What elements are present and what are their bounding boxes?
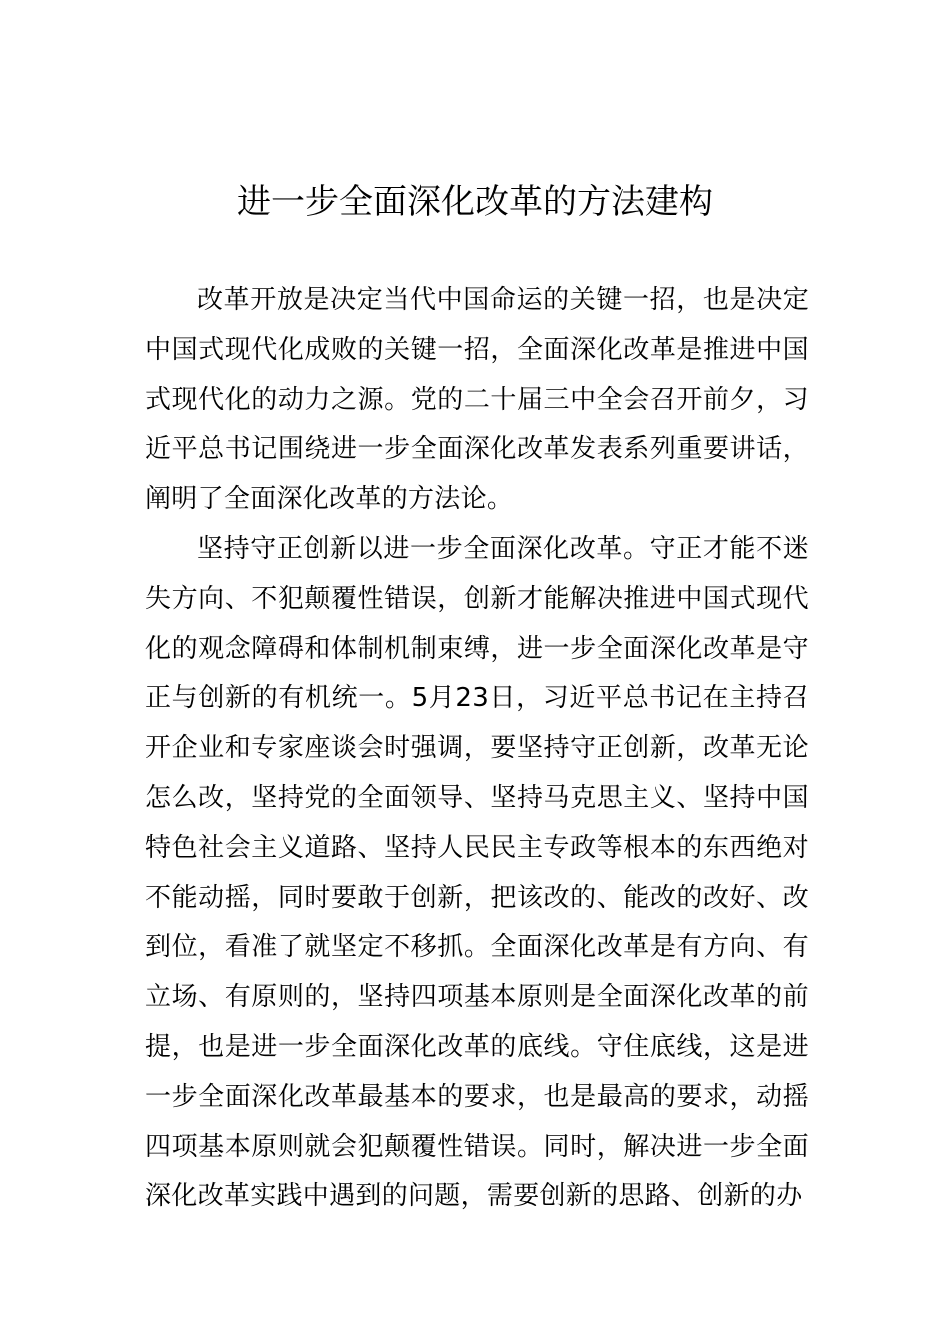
paragraph-intro: 改革开放是决定当代中国命运的关键一招，也是决定中国式现代化成败的关键一招，全面深化改革是推进中国式现代化的动力之源。党的二十届三中全会召开前夕，习近平总书记围绕进一步全面深化改革发表系列重要讲话，阐明了全面深化改革的方法论。: [145, 285, 809, 515]
paragraph-upholding-innovation: 坚持守正创新以进一步全面深化改革。守正才能不迷失方向、不犯颠覆性错误，创新才能解决推进中国式现代化的观念障碍和体制机制束缚，进一步全面深化改革是守正与创新的有机统一。5月23日，习近平总书记在主持召开企业和专家座谈会时强调，要坚持守正创新，改革无论怎么改，坚持党的全面领导、坚持马克思主义、坚持中国特色社会主义道路、坚持人民民主专政等根本的东西绝对不能动摇，同时要敢于创新，把该改的、能改的改好、改到位，看准了就坚定不移抓。全面深化改革是有方向、有立场、有原则的，坚持四项基本原则是全面深化改革的前提，也是进一步全面深化改革的底线。守住底线，这是进一步全面深化改革最基本的要求，也是最高的要求，动摇四项基本原则就会犯颠覆性错误。同时，解决进一步全面深化改革实践中遇到的问题，需要创新的思路、创新的办: [145, 533, 809, 1212]
document-title: 进一步全面深化改革的方法建构: [237, 182, 713, 222]
document-body: [145, 276, 809, 1222]
